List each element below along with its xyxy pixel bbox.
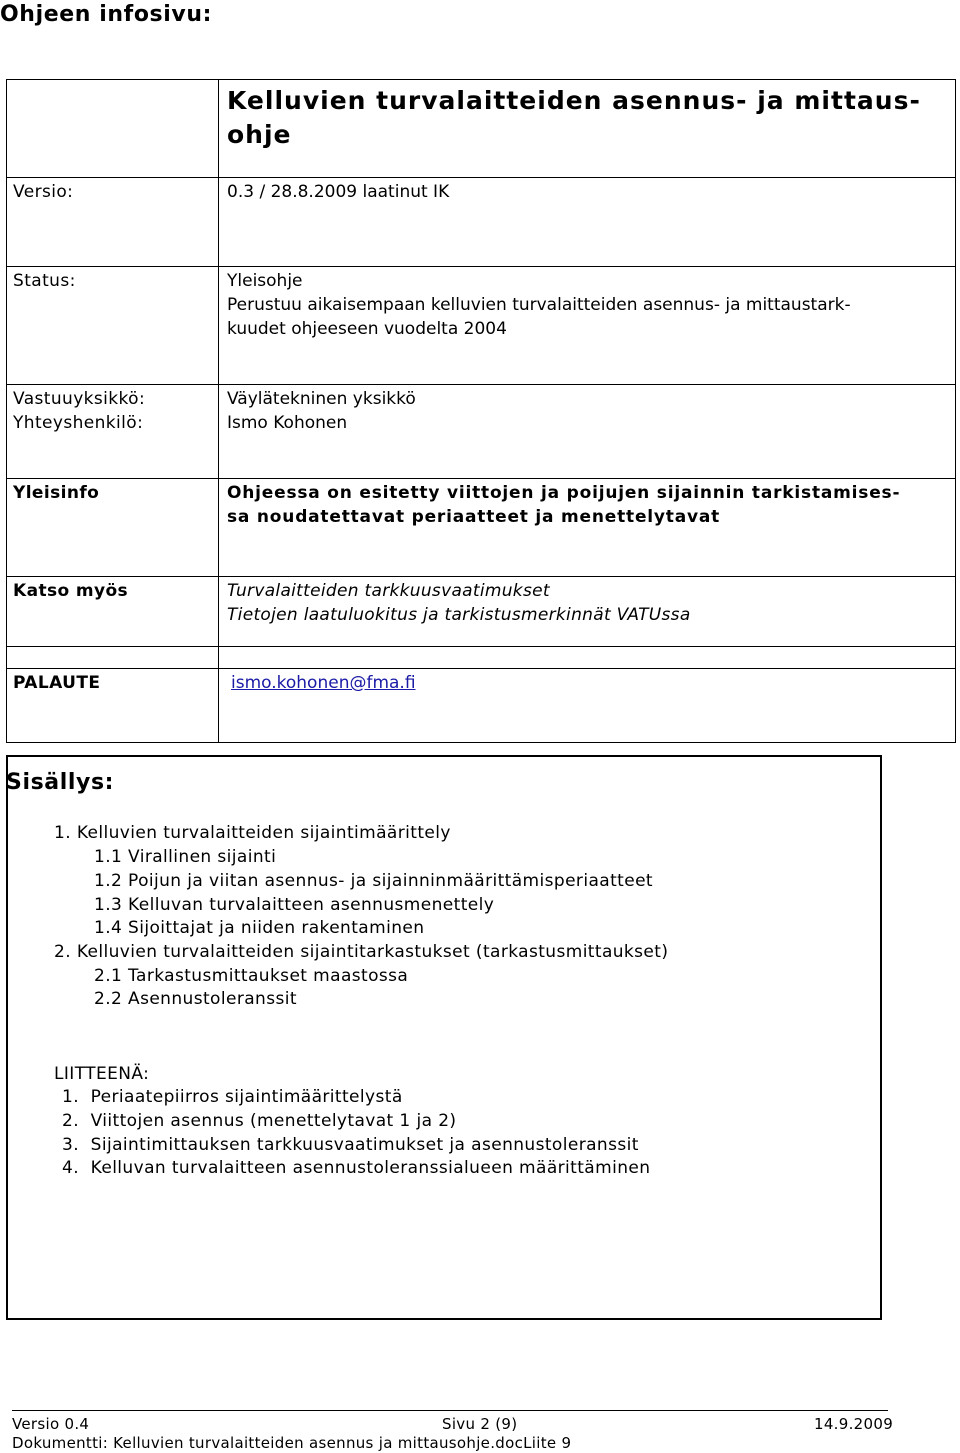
toc-heading: Sisällys: — [6, 770, 115, 795]
general-line2: sa noudatettavat periaatteet ja menettelytavat — [227, 507, 721, 527]
footer-rule — [12, 1410, 888, 1411]
see-also-label: Katso myös — [13, 581, 129, 601]
status-label: Status: — [13, 271, 76, 291]
version-value: 0.3 / 28.8.2009 laatinut IK — [227, 182, 450, 202]
footer-document: Dokumentti: Kelluvien turvalaitteiden asennus ja mittausohje.docLiite 9 — [12, 1434, 572, 1452]
title-cell — [219, 80, 956, 178]
feedback-email-link[interactable]: ismo.kohonen@fma.fi — [231, 673, 416, 693]
toc-item[interactable]: 1.4 Sijoittajat ja niiden rakentaminen — [94, 918, 425, 938]
info-table — [6, 79, 956, 743]
status-line1: Yleisohje — [227, 271, 303, 291]
general-label: Yleisinfo — [13, 483, 100, 503]
title-label-cell — [7, 80, 219, 178]
see-also-link-1[interactable]: Turvalaitteiden tarkkuusvaatimukset — [227, 581, 550, 601]
contact-value: Ismo Kohonen — [227, 413, 348, 433]
appendix-item: 3. Sijaintimittauksen tarkkuusvaatimukset ja asennustoleranssit — [62, 1135, 639, 1155]
page-heading: Ohjeen infosivu: — [0, 2, 212, 27]
toc-item[interactable]: 1.2 Poijun ja viitan asennus- ja sijainninmäärittämisperiaatteet — [94, 871, 653, 891]
toc-item[interactable]: 1. Kelluvien turvalaitteiden sijaintimäärittely — [54, 823, 451, 843]
footer-version: Versio 0.4 — [12, 1415, 90, 1433]
status-line3: kuudet ohjeeseen vuodelta 2004 — [227, 319, 507, 339]
footer-date: 14.9.2009 — [814, 1415, 894, 1433]
contact-label: Yhteyshenkilö: — [13, 413, 144, 433]
feedback-label: PALAUTE — [13, 673, 101, 693]
appendix-item: 1. Periaatepiirros sijaintimäärittelystä — [62, 1087, 403, 1107]
version-label: Versio: — [13, 182, 74, 202]
see-also-link-2[interactable]: Tietojen laatuluokitus ja tarkistusmerkinnät VATUssa — [227, 605, 691, 625]
toc-item[interactable]: 2.2 Asennustoleranssit — [94, 989, 297, 1009]
toc-item[interactable]: 2. Kelluvien turvalaitteiden sijaintitarkastukset (tarkastusmittaukset) — [54, 942, 669, 962]
toc-item[interactable]: 1.1 Virallinen sijainti — [94, 847, 277, 867]
document-title-line1: Kelluvien turvalaitteiden asennus- ja mittaus- — [227, 86, 921, 115]
toc-item[interactable]: 1.3 Kelluvan turvalaitteen asennusmenettely — [94, 895, 495, 915]
appendix-item: 4. Kelluvan turvalaitteen asennustoleranssialueen määrittäminen — [62, 1158, 651, 1178]
unit-value: Väylätekninen yksikkö — [227, 389, 416, 409]
appendix-heading: LIITTEENÄ: — [54, 1064, 150, 1084]
appendix-item: 2. Viittojen asennus (menettelytavat 1 ja 2) — [62, 1111, 457, 1131]
toc-item[interactable]: 2.1 Tarkastusmittaukset maastossa — [94, 966, 409, 986]
general-line1: Ohjeessa on esitetty viittojen ja poijujen sijainnin tarkistamises- — [227, 483, 901, 503]
document-title-line2: ohje — [227, 120, 292, 149]
unit-label: Vastuuyksikkö: — [13, 389, 146, 409]
status-line2: Perustuu aikaisempaan kelluvien turvalaitteiden asennus- ja mittaustark- — [227, 295, 851, 315]
footer-page: Sivu 2 (9) — [442, 1415, 518, 1433]
